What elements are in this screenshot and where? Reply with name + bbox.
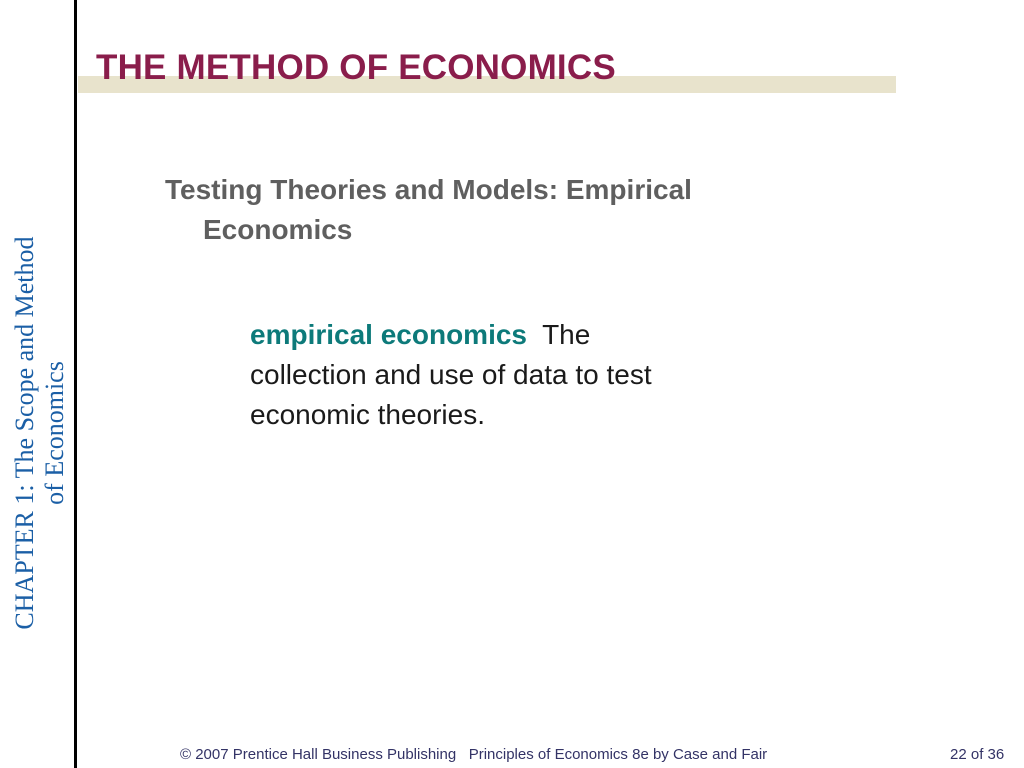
definition-line-2: collection and use of data to test	[250, 359, 652, 390]
section-heading-line-2: Economics	[203, 214, 353, 245]
definition-line-3: economic theories.	[250, 399, 486, 430]
chapter-sidebar-line-1: CHAPTER 1: The Scope and Method	[10, 236, 39, 630]
definition-block	[250, 315, 770, 435]
section-heading	[165, 170, 865, 250]
definition-text-start: The	[527, 319, 591, 350]
slide-title: THE METHOD OF ECONOMICS	[96, 48, 616, 87]
definition-term: empirical economics	[250, 319, 528, 350]
footer-copyright: © 2007 Prentice Hall Business Publishing Principles of Economics 8e by Case and Fair	[180, 746, 768, 763]
section-heading-line-1: Testing Theories and Models: Empirical	[165, 174, 692, 205]
page-number: 22 of 36	[950, 746, 1005, 763]
vertical-divider	[74, 0, 77, 768]
definition-line-1	[250, 315, 770, 355]
chapter-sidebar-line-2: of Economics	[40, 361, 69, 505]
chapter-sidebar	[10, 198, 70, 668]
